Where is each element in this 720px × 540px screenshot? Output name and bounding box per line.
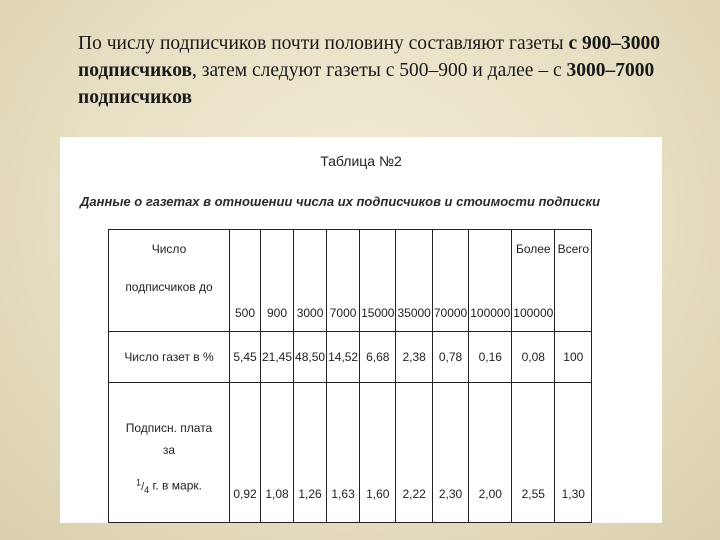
- cell-newspapers: 6,68: [360, 332, 396, 383]
- label-line-number: Число: [151, 242, 187, 256]
- cell-price: 2,30: [432, 383, 468, 523]
- label-line-subscribers-to: подписчиков до: [125, 280, 213, 294]
- table-row-subscribers: [109, 230, 592, 332]
- cell-price: 1,08: [261, 383, 294, 523]
- cell-newspapers: 48,50: [294, 332, 327, 383]
- fraction-numerator: 1: [136, 477, 142, 488]
- cell-newspapers: 100: [555, 332, 592, 383]
- heading-text-1: По числу подписчиков почти половину составляют газеты: [78, 33, 569, 54]
- cell-price: 1,63: [327, 383, 360, 523]
- row-label-price: [109, 383, 230, 523]
- cell-subscribers: 3000: [294, 230, 327, 332]
- heading-bold-2: 3000–7000 подписчиков: [78, 60, 655, 108]
- cell-newspapers: 0,08: [512, 332, 555, 383]
- cell-price: 0,92: [230, 383, 261, 523]
- cell-subscribers: 70000: [432, 230, 468, 332]
- subscribers-table: [108, 229, 592, 523]
- cell-subscribers: 100000: [469, 230, 512, 332]
- table-row-price: [109, 383, 592, 523]
- cell-subscribers: 900: [261, 230, 294, 332]
- label-year-marks: г. в марк.: [149, 478, 202, 493]
- cell-price: 2,55: [512, 383, 555, 523]
- cell-subscribers-more-value: 100000: [513, 306, 554, 320]
- table-row-newspapers: [109, 332, 592, 383]
- cell-subscribers: 500: [230, 230, 261, 332]
- cell-subscribers: 15000: [360, 230, 396, 332]
- cell-price: 1,60: [360, 383, 396, 523]
- label-line-for: за: [162, 443, 176, 458]
- cell-price: 2,00: [469, 383, 512, 523]
- cell-newspapers: 14,52: [327, 332, 360, 383]
- quarter-fraction: $^1/_4$: [136, 477, 150, 495]
- fraction-denominator: 4: [144, 485, 150, 495]
- cell-newspapers: 5,45: [230, 332, 261, 383]
- label-line-price: Подписн. плата: [125, 421, 213, 436]
- cell-price: 1,30: [555, 383, 592, 523]
- cell-subscribers: 7000: [327, 230, 360, 332]
- heading-bold-1: с 900–3000 подписчиков: [78, 33, 660, 81]
- header-total: Всего: [557, 242, 590, 256]
- cell-price: 2,22: [396, 383, 432, 523]
- table-caption: Данные о газетах в отношении числа их подписчиков и стоимости подписки: [80, 194, 601, 209]
- cell-newspapers: 2,38: [396, 332, 432, 383]
- cell-subscribers-more: [512, 230, 555, 332]
- cell-price: 1,26: [294, 383, 327, 523]
- cell-subscribers-total: [555, 230, 592, 332]
- heading-range: с 500–900: [385, 60, 468, 81]
- cell-newspapers: 21,45: [261, 332, 294, 383]
- label-line-quarter-year: [110, 471, 228, 501]
- slide-heading: [78, 30, 698, 111]
- row-label-newspapers: Число газет в %: [109, 332, 230, 383]
- cell-subscribers: 35000: [396, 230, 432, 332]
- row-label-subscribers: [109, 230, 230, 332]
- header-more: Более: [515, 242, 551, 256]
- heading-text-2: , затем следуют газеты: [192, 60, 386, 81]
- heading-text-3: и далее – с: [467, 60, 567, 81]
- cell-newspapers: 0,78: [432, 332, 468, 383]
- cell-newspapers: 0,16: [469, 332, 512, 383]
- table-image-panel: [60, 137, 662, 523]
- table-title: Таблица №2: [320, 153, 402, 169]
